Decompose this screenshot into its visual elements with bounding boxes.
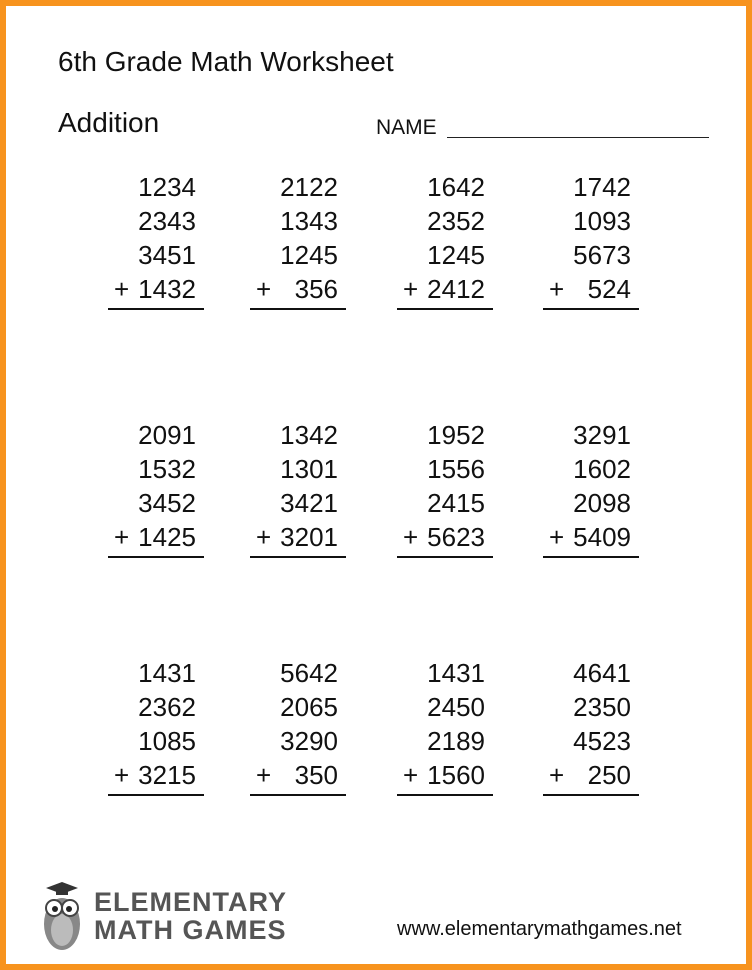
plus-sign: + bbox=[403, 522, 419, 552]
addend: 524 bbox=[587, 274, 631, 304]
addend: 350 bbox=[294, 760, 338, 790]
addend: 2412 bbox=[427, 274, 485, 304]
sum-line bbox=[108, 308, 204, 310]
sum-line bbox=[397, 556, 493, 558]
addend: 250 bbox=[587, 760, 631, 790]
addend: 2189 bbox=[427, 726, 485, 756]
addition-problem bbox=[397, 170, 493, 310]
addend: 2362 bbox=[138, 692, 196, 722]
name-field[interactable] bbox=[447, 137, 709, 138]
plus-sign: + bbox=[114, 760, 130, 790]
addend: 5642 bbox=[280, 658, 338, 688]
sum-line bbox=[543, 308, 639, 310]
sum-line bbox=[543, 794, 639, 796]
addend: 3451 bbox=[138, 240, 196, 270]
addend: 1556 bbox=[427, 454, 485, 484]
worksheet-title: 6th Grade Math Worksheet bbox=[58, 46, 394, 77]
addend: 1431 bbox=[138, 658, 196, 688]
addend: 356 bbox=[294, 274, 338, 304]
addition-problem bbox=[108, 656, 204, 796]
plus-sign: + bbox=[256, 760, 272, 790]
owl-icon bbox=[38, 878, 86, 954]
addend: 3291 bbox=[573, 420, 631, 450]
addend: 2343 bbox=[138, 206, 196, 236]
website-url[interactable]: www.elementarymathgames.net bbox=[397, 918, 682, 940]
addend: 1642 bbox=[427, 172, 485, 202]
addition-problem bbox=[108, 170, 204, 310]
addition-problem bbox=[108, 418, 204, 558]
addend: 1952 bbox=[427, 420, 485, 450]
addend: 1343 bbox=[280, 206, 338, 236]
addend: 3452 bbox=[138, 488, 196, 518]
addition-problem bbox=[250, 418, 346, 558]
addend: 1085 bbox=[138, 726, 196, 756]
logo bbox=[38, 878, 287, 954]
addition-problem bbox=[397, 418, 493, 558]
addend: 1425 bbox=[138, 522, 196, 552]
plus-sign: + bbox=[403, 274, 419, 304]
sum-line bbox=[250, 794, 346, 796]
name-label: NAME bbox=[376, 116, 437, 139]
addition-problem bbox=[397, 656, 493, 796]
plus-sign: + bbox=[549, 274, 565, 304]
worksheet-subtitle: Addition bbox=[58, 107, 160, 138]
addend: 4523 bbox=[573, 726, 631, 756]
addend: 1742 bbox=[573, 172, 631, 202]
addition-problem bbox=[543, 170, 639, 310]
addend: 3201 bbox=[280, 522, 338, 552]
addend: 2122 bbox=[280, 172, 338, 202]
addend: 3421 bbox=[280, 488, 338, 518]
addition-problem bbox=[250, 170, 346, 310]
addend: 1602 bbox=[573, 454, 631, 484]
addend: 1234 bbox=[138, 172, 196, 202]
logo-line-1: ELEMENTARY bbox=[94, 887, 288, 917]
sum-line bbox=[397, 794, 493, 796]
addend: 5623 bbox=[427, 522, 485, 552]
addend: 2450 bbox=[427, 692, 485, 722]
addend: 2098 bbox=[573, 488, 631, 518]
plus-sign: + bbox=[114, 274, 130, 304]
addition-problem bbox=[543, 656, 639, 796]
addend: 2352 bbox=[427, 206, 485, 236]
addend: 5673 bbox=[573, 240, 631, 270]
sum-line bbox=[108, 556, 204, 558]
addend: 1093 bbox=[573, 206, 631, 236]
sum-line bbox=[543, 556, 639, 558]
addend: 1432 bbox=[138, 274, 196, 304]
plus-sign: + bbox=[549, 522, 565, 552]
addend: 2415 bbox=[427, 488, 485, 518]
addition-problem bbox=[543, 418, 639, 558]
addend: 1245 bbox=[280, 240, 338, 270]
logo-line-2: MATH GAMES bbox=[94, 915, 287, 945]
addend: 3215 bbox=[138, 760, 196, 790]
addend: 1342 bbox=[280, 420, 338, 450]
addend: 5409 bbox=[573, 522, 631, 552]
sum-line bbox=[397, 308, 493, 310]
plus-sign: + bbox=[256, 522, 272, 552]
plus-sign: + bbox=[256, 274, 272, 304]
plus-sign: + bbox=[403, 760, 419, 790]
addend: 2091 bbox=[138, 420, 196, 450]
addend: 1532 bbox=[138, 454, 196, 484]
plus-sign: + bbox=[114, 522, 130, 552]
addend: 1560 bbox=[427, 760, 485, 790]
addend: 2065 bbox=[280, 692, 338, 722]
addend: 3290 bbox=[280, 726, 338, 756]
sum-line bbox=[108, 794, 204, 796]
addend: 1301 bbox=[280, 454, 338, 484]
addend: 2350 bbox=[573, 692, 631, 722]
addend: 4641 bbox=[573, 658, 631, 688]
sum-line bbox=[250, 556, 346, 558]
plus-sign: + bbox=[549, 760, 565, 790]
addition-problem bbox=[250, 656, 346, 796]
sum-line bbox=[250, 308, 346, 310]
addend: 1431 bbox=[427, 658, 485, 688]
addend: 1245 bbox=[427, 240, 485, 270]
